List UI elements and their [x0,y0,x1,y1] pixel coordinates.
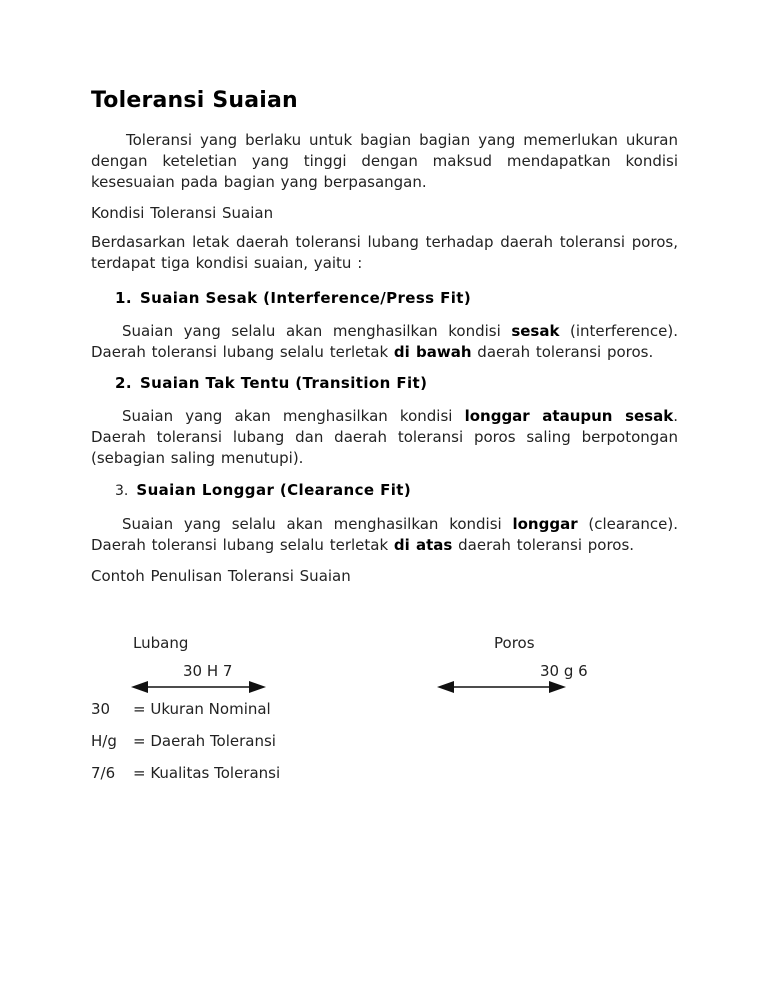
example-label: Contoh Penulisan Toleransi Suaian [91,567,351,585]
item-1-body-text: Suaian yang selalu akan menghasilkan kondisi [122,322,512,340]
fit-notation-diagram [91,633,678,695]
item-1-bold-sesak: sesak [511,322,560,340]
item-3-number: 3. [115,483,129,499]
item-1-body-text: (interference). Daerah toleransi lubang selalu terletak [91,322,678,361]
legend-meaning: = Kualitas Toleransi [133,764,281,782]
item-3-body-text: daerah toleransi poros. [452,536,635,554]
lubang-double-arrow-icon [131,680,266,694]
legend-row-daerah [91,733,678,750]
lubang-tolerance-code: 30 H 7 [183,662,233,680]
item-2-body [91,406,678,469]
legend-meaning: = Daerah Toleransi [133,732,276,750]
item-1-heading [91,288,678,309]
item-2-body-text: Suaian yang akan menghasilkan kondisi [122,407,465,425]
item-2-bold-longgar-ataupun-sesak: longgar ataupun sesak [464,407,674,425]
poros-tolerance-code: 30 g 6 [540,662,588,680]
item-3-bold-longgar: longgar [512,515,578,533]
legend-symbol: 7/6 [91,764,116,782]
item-1-number: 1. [115,289,132,307]
item-3-body-text: Suaian yang selalu akan menghasilkan kondisi [122,515,513,533]
section-label: Kondisi Toleransi Suaian [91,204,274,222]
item-1-heading-text: Suaian Sesak (Interference/Press Fit) [139,289,472,307]
lead-paragraph: Berdasarkan letak daerah toleransi lubang terhadap daerah toleransi poros, terdapat tiga kondisi suaian, yaitu : [91,233,678,272]
item-3-heading [91,480,678,502]
item-2-body-text: . Daerah toleransi lubang dan daerah toleransi poros saling berpotongan (sebagian saling menutupi). [91,407,678,467]
legend-meaning: = Ukuran Nominal [133,700,271,718]
item-3-body-text: (clearance). Daerah toleransi lubang selalu terletak [91,515,678,554]
item-2-heading [91,373,678,394]
legend-symbol: H/g [91,732,117,750]
legend-row-kualitas [91,765,678,782]
item-1-bold-di-bawah: di bawah [393,343,472,361]
poros-label: Poros [494,634,535,652]
item-2-number: 2. [115,374,132,392]
item-1-body-text: daerah toleransi poros. [471,343,654,361]
page-title: Toleransi Suaian [91,88,298,113]
legend-symbol: 30 [91,700,111,718]
item-2-heading-text: Suaian Tak Tentu (Transition Fit) [139,374,428,392]
poros-double-arrow-icon [437,680,566,694]
intro-paragraph: Toleransi yang berlaku untuk bagian bagian yang memerlukan ukuran dengan keteletian yang tinggi dengan maksud mendapatkan kondisi kesesuaian pada bagian yang berpasangan. [91,131,678,191]
legend-row-nominal [91,701,678,718]
item-3-bold-di-atas: di atas [393,536,453,554]
notation-legend [91,701,678,782]
item-1-body [91,321,678,363]
item-3-heading-text: Suaian Longgar (Clearance Fit) [136,481,412,499]
item-3-body [91,514,678,556]
lubang-label: Lubang [133,634,189,652]
